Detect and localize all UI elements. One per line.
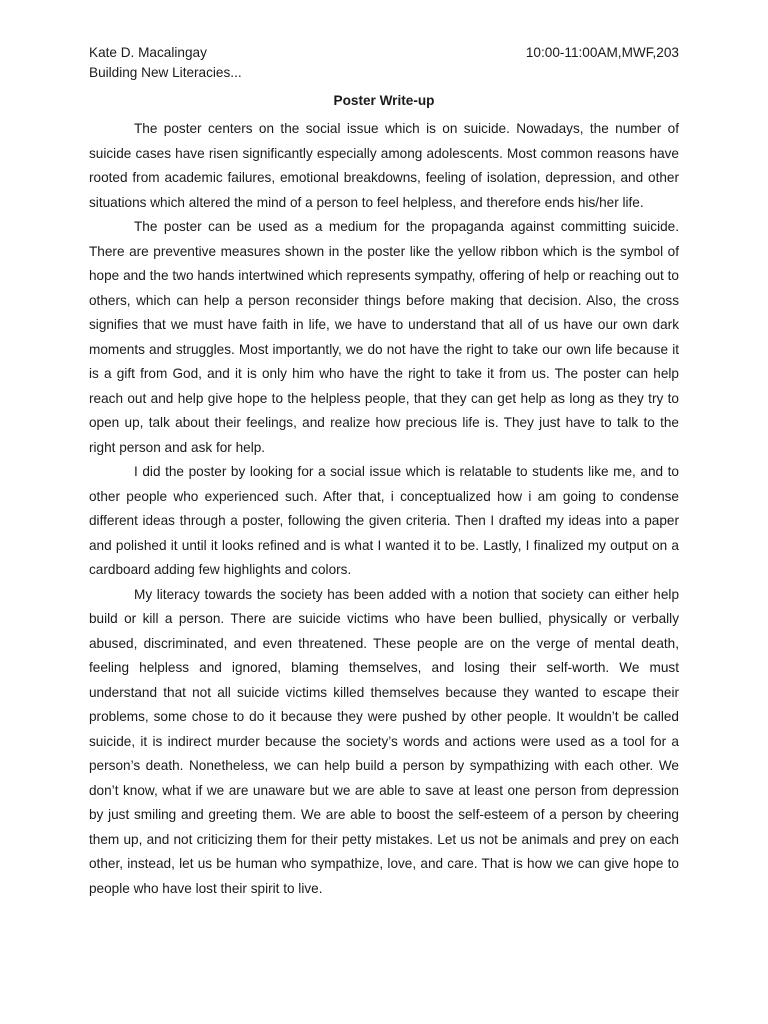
author-name: Kate D. Macalingay xyxy=(89,45,207,60)
document-header xyxy=(89,43,679,83)
document-title: Poster Write-up xyxy=(333,93,435,108)
paragraph: The poster centers on the social issue which is on suicide. Nowadays, the number of suicide cases have risen significantly especially among adolescents. Most common reasons have rooted from academic failures, emotional breakdowns, feeling of isolation, depression, and other situations which altered the mind of a person to feel helpless, and therefore ends his/her life. xyxy=(89,121,679,210)
document-body xyxy=(89,117,679,901)
class-schedule: 10:00-11:00AM,MWF,203 xyxy=(525,45,679,60)
paragraph: My literacy towards the society has been added with a notion that society can either help build or kill a person. There are suicide victims who have been bullied, physically or verbally abused, discriminated, and even threatened. These people are on the verge of mental death, feeling helpless and ignored, blaming themselves, and losing their self-worth. We must understand that not all suicide victims killed themselves because they wanted to escape their problems, some chose to do it because they were pushed by other people. It wouldn’t be called suicide, it is indirect murder because the society’s words and actions were used as a tool for a person’s death. Nonetheless, we can help build a person by sympathizing with each other. We don’t know, what if we are unaware but we are able to save at least one person from depression by just smiling and greeting them. We are able to boost the self-esteem of a person by cheering them up, and not criticizing them for their petty mistakes. Let us not be animals and prey on each other, instead, let us be human who sympathize, love, and care. That is how we can give hope to people who have lost their spirit to live. xyxy=(89,586,679,896)
paragraph: I did the poster by looking for a social issue which is relatable to students like me, and to other people who experienced such. After that, i conceptualized how i am going to condense different ideas through a poster, following the given criteria. Then I drafted my ideas into a paper and polished it until it looks refined and is what I wanted it to be. Lastly, I finalized my output on a cardboard adding few highlights and colors. xyxy=(89,464,679,577)
header-left xyxy=(89,43,242,83)
course-name: Building New Literacies... xyxy=(89,65,242,80)
paragraph: The poster can be used as a medium for the propaganda against committing suicide. There are preventive measures shown in the poster like the yellow ribbon which is the symbol of hope and the two hands intertwined which represents sympathy, offering of help or reaching out to others, which can help a person reconsider things before making that decision. Also, the cross signifies that we must have faith in life, we have to understand that all of us have our own dark moments and struggles. Most importantly, we do not have the right to take our own life because it is a gift from God, and it is only him who have the right to take it from us. The poster can help reach out and help give hope to the helpless people, that they can get help as long as they try to open up, talk about their feelings, and realize how precious life is. They just have to talk to the right person and ask for help. xyxy=(89,219,679,455)
